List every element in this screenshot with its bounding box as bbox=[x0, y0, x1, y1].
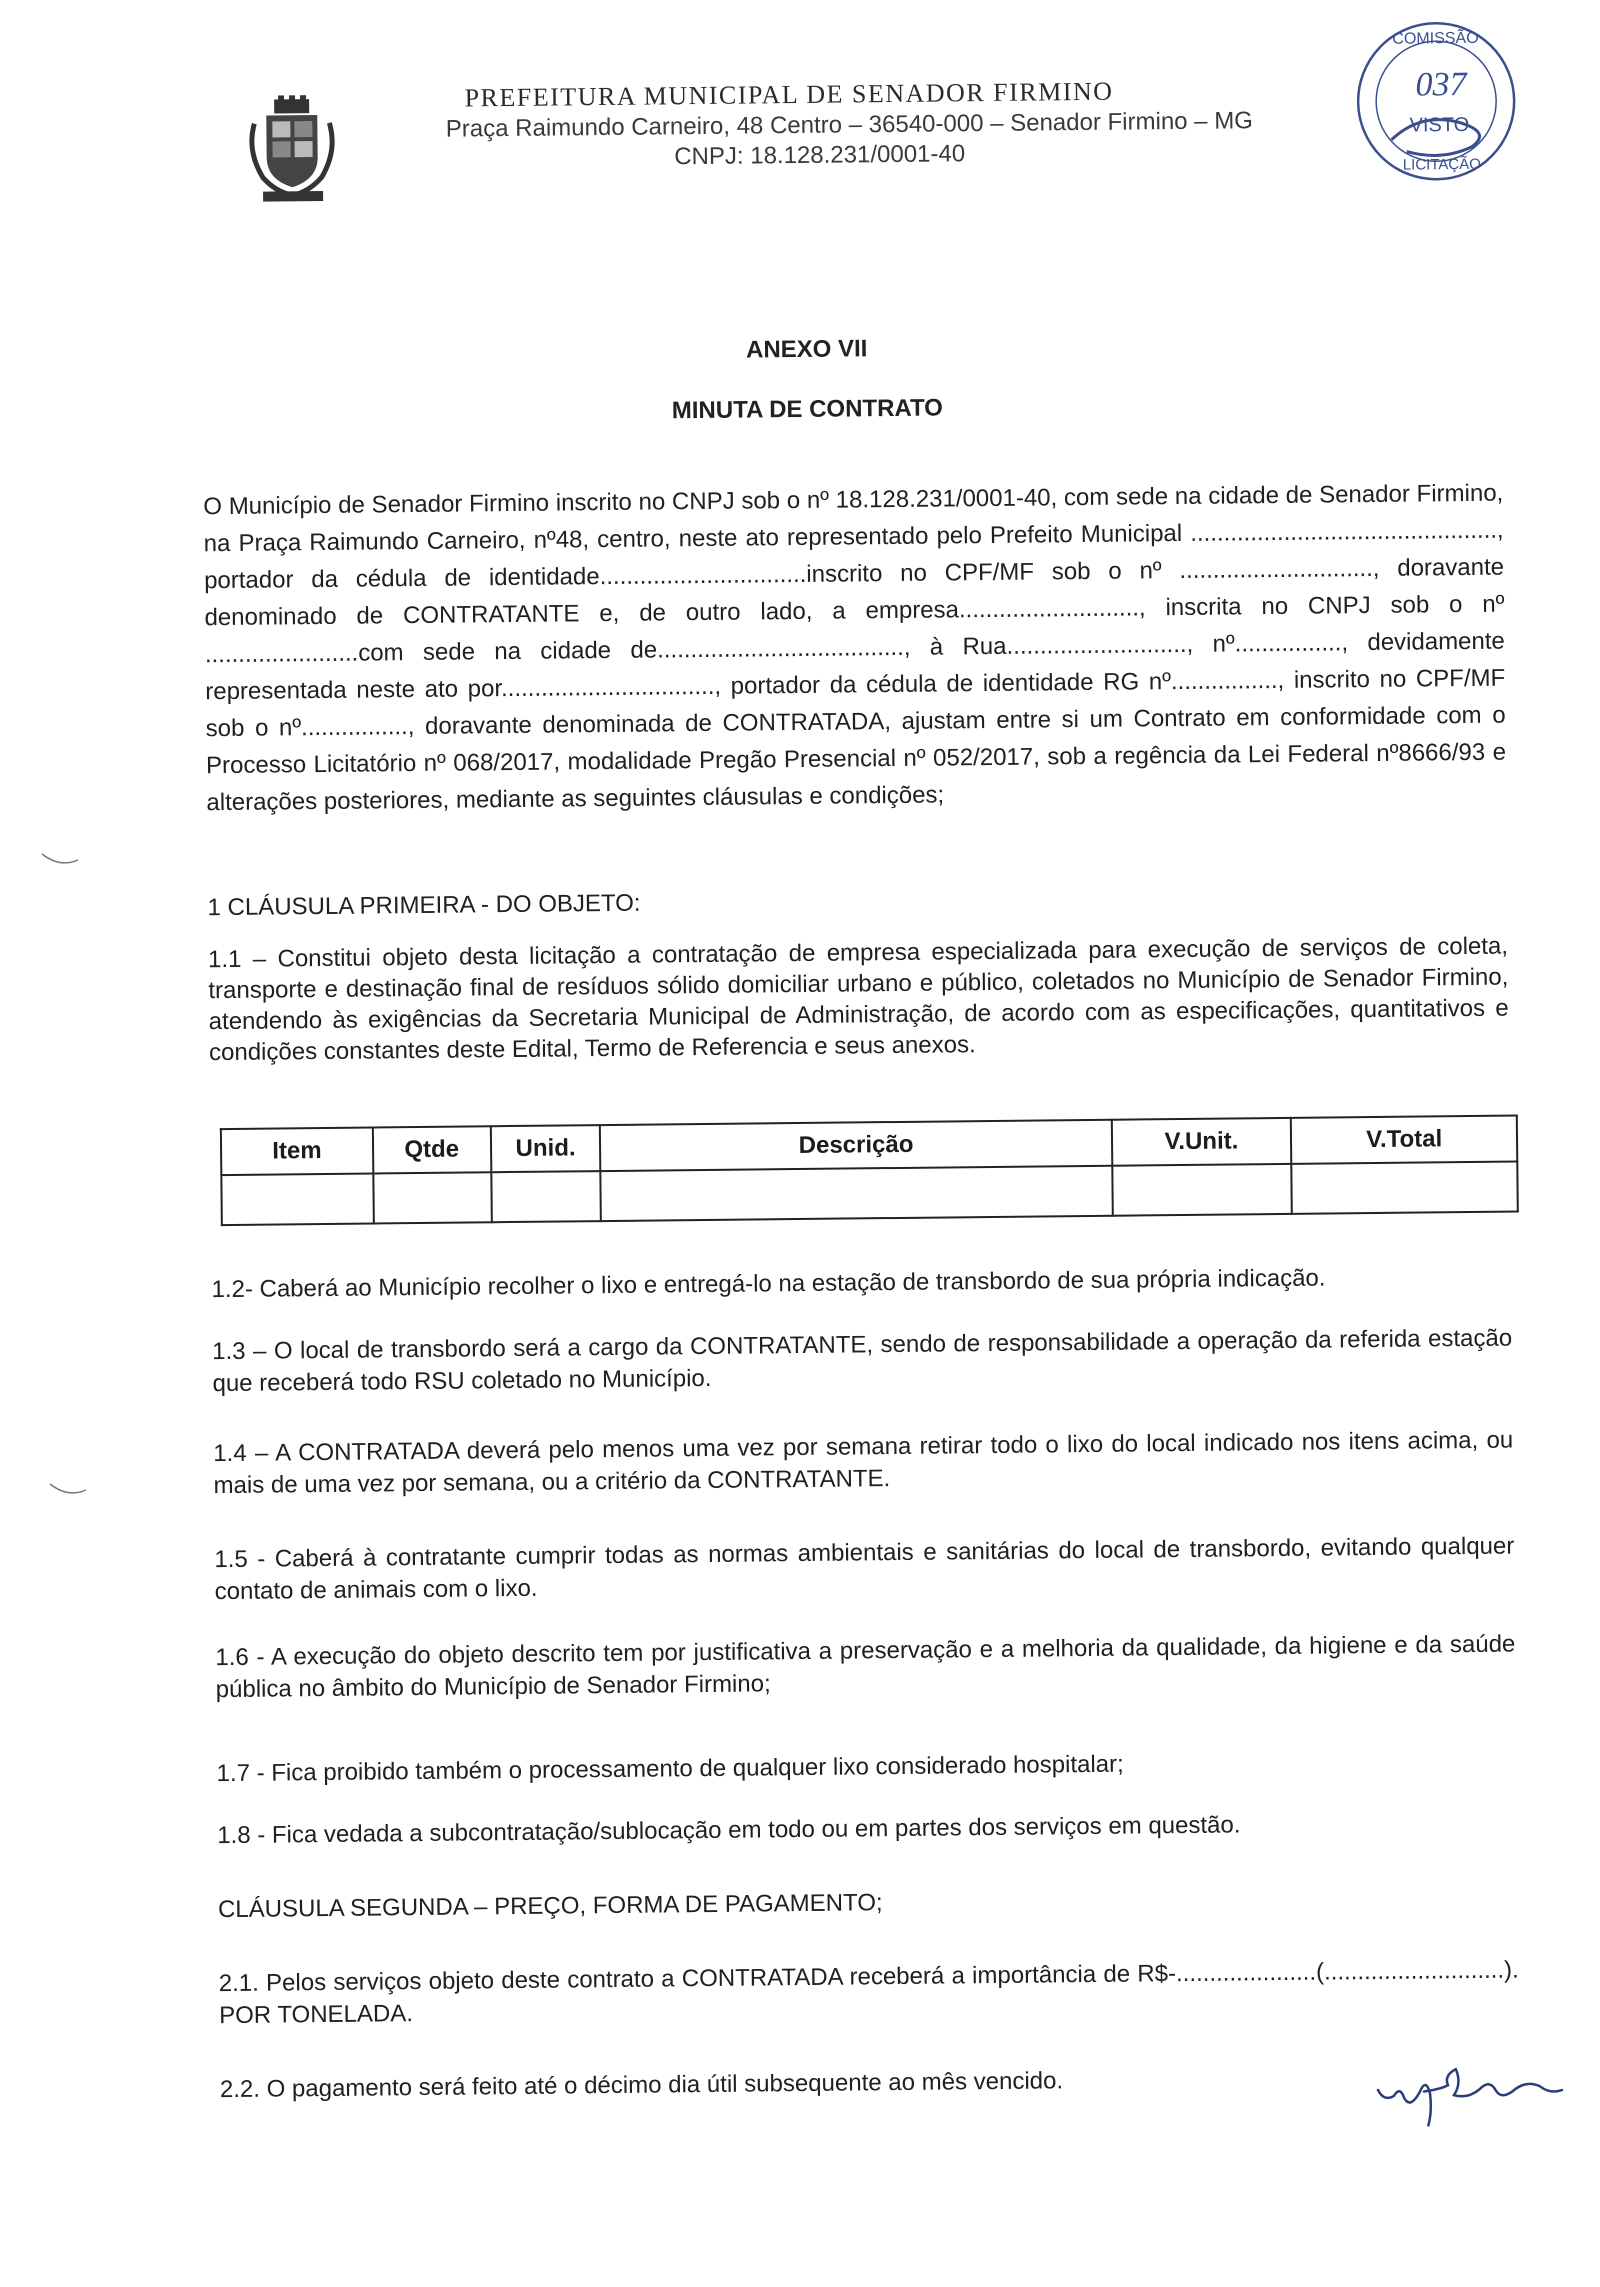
clause-1-8-text: 1.8 - Fica vedada a subcontratação/sublocação em todo ou em partes dos serviços em questão. bbox=[217, 1811, 1241, 1850]
clause-2-1-text: 2.1. Pelos serviços objeto deste contrato a CONTRATADA receberá a importância de R$-.....................(...........................). POR TONELADA. bbox=[218, 1956, 1519, 2030]
header-qtde: Qtde bbox=[373, 1126, 491, 1173]
header-unid: Unid. bbox=[490, 1125, 600, 1172]
signature-initials bbox=[1370, 2054, 1571, 2131]
cell-descricao bbox=[601, 1166, 1113, 1221]
header-item: Item bbox=[221, 1127, 373, 1175]
clause-1-8 bbox=[217, 1805, 1517, 1855]
letterhead-cnpj: CNPJ: 18.128.231/0001-40 bbox=[674, 140, 966, 171]
clause-1-1-text: 1.1 – Constitui objeto desta licitação a contratação de empresa especializada para execução de serviços de coleta, transporte e destinação final de resíduos sólido domiciliar urbano e público, coletados no Município de Senador Firmino, atendendo às exigências da Secretaria Municipal de Administração, de acordo com as especificações, quantitativos e condições constantes deste Edital, Termo de Referencia e seus anexos. bbox=[207, 932, 1509, 1067]
clause-1-5-text: 1.5 - Caberá à contratante cumprir todas as normas ambientais e sanitárias do local de transbordo, evitando qualquer contato de animais com o lixo. bbox=[214, 1532, 1515, 1606]
cell-item bbox=[221, 1173, 373, 1225]
clause-1-6-text: 1.6 - A execução do objeto descrito tem por justificativa a preservação e a melhoria da qualidade, da higiene e da saúde pública no âmbito do Município de Senador Firmino; bbox=[215, 1630, 1516, 1704]
header-vunit: V.Unit. bbox=[1111, 1118, 1291, 1166]
clause-2-heading bbox=[218, 1879, 1518, 1929]
letterhead-address: Praça Raimundo Carneiro, 48 Centro – 36540-000 – Senador Firmino – MG bbox=[445, 107, 1254, 143]
margin-mark bbox=[48, 1480, 88, 1500]
clause-1-7-text: 1.7 - Fica proibido também o processamento de qualquer lixo considerado hospitalar; bbox=[216, 1750, 1124, 1788]
clause-1-1 bbox=[208, 931, 1509, 1069]
stamp-number: 037 bbox=[1415, 65, 1467, 104]
clause-2-1 bbox=[219, 1955, 1520, 2033]
clause-1-2-text: 1.2- Caberá ao Município recolher o lixo e entregá-lo na estação de transbordo de sua própria indicação. bbox=[211, 1264, 1326, 1304]
stamp-top-text: COMISSÃO bbox=[1392, 29, 1479, 48]
clause-2-heading-text: CLÁUSULA SEGUNDA – PREÇO, FORMA DE PAGAMENTO; bbox=[217, 1889, 883, 1924]
clause-2-2-text: 2.2. O pagamento será feito até o décimo dia útil subsequente ao mês vencido. bbox=[219, 2067, 1064, 2104]
clause-1-7 bbox=[216, 1743, 1516, 1793]
committee-stamp bbox=[1350, 10, 1522, 197]
intro-text: O Município de Senador Firmino inscrito no CNPJ sob o nº 18.128.231/0001-40, com sede na cidade de Senador Firmino, na Praça Raimundo Carneiro, nº48, centro, neste ato representado pelo Prefeito Municipal .............................................., portador da cédula de identidade...............................inscrito no CPF/MF sob o nº ............................., doravante denominado de CONTRATANTE e, de outro lado, a empresa..........................., inscrita no CNPJ sob o nº .......................com sede na cidade de....................................., à Rua..........................., nº................, devidamente representada neste ato por................................, portador da cédula de identidade RG nº................, inscrito no CPF/MF sob o nº................, doravante denominada de CONTRATADA, ajustam entre si um Contrato em conformidade com o Processo Licitatório nº 068/2017, modalidade Pregão Presencial nº 052/2017, sob a regência da Lei Federal nº8666/93 e alterações posteriores, mediante as seguintes cláusulas e condições; bbox=[203, 479, 1507, 817]
cell-vtotal bbox=[1292, 1161, 1518, 1213]
document-title: MINUTA DE CONTRATO bbox=[671, 394, 944, 425]
cell-vunit bbox=[1112, 1164, 1292, 1216]
cell-qtde bbox=[373, 1172, 491, 1223]
clause-1-6 bbox=[215, 1629, 1516, 1707]
stamp-bottom-text: LICITAÇÃO bbox=[1402, 155, 1481, 174]
margin-mark bbox=[40, 850, 80, 870]
clause-1-5 bbox=[214, 1531, 1515, 1609]
annex-title: ANEXO VII bbox=[745, 335, 868, 364]
letterhead-name: PREFEITURA MUNICIPAL DE SENADOR FIRMINO bbox=[464, 76, 1114, 113]
header-descricao: Descrição bbox=[600, 1120, 1112, 1171]
items-table bbox=[220, 1114, 1519, 1226]
stamp-visto: VISTO bbox=[1409, 113, 1470, 137]
clause-1-heading-text: 1 CLÁUSULA PRIMEIRA - DO OBJETO: bbox=[207, 889, 641, 922]
header-vtotal: V.Total bbox=[1291, 1115, 1517, 1163]
clause-1-4 bbox=[213, 1425, 1514, 1503]
clause-2-2 bbox=[220, 2059, 1520, 2109]
clause-1-2 bbox=[211, 1259, 1511, 1309]
clause-1-4-text: 1.4 – A CONTRATADA deverá pelo menos uma vez por semana retirar todo o lixo do local indicado nos itens acima, ou mais de uma vez por semana, ou a critério da CONTRATANTE. bbox=[213, 1426, 1514, 1500]
cell-unid bbox=[491, 1171, 601, 1222]
intro-paragraph bbox=[203, 475, 1506, 822]
clause-1-3-text: 1.3 – O local de transbordo será a cargo da CONTRATANTE, sendo de responsabilidade a operação da referida estação que receberá todo RSU coletado no Município. bbox=[212, 1324, 1513, 1398]
clause-1-3 bbox=[212, 1323, 1513, 1401]
clause-1-heading bbox=[207, 877, 1507, 927]
